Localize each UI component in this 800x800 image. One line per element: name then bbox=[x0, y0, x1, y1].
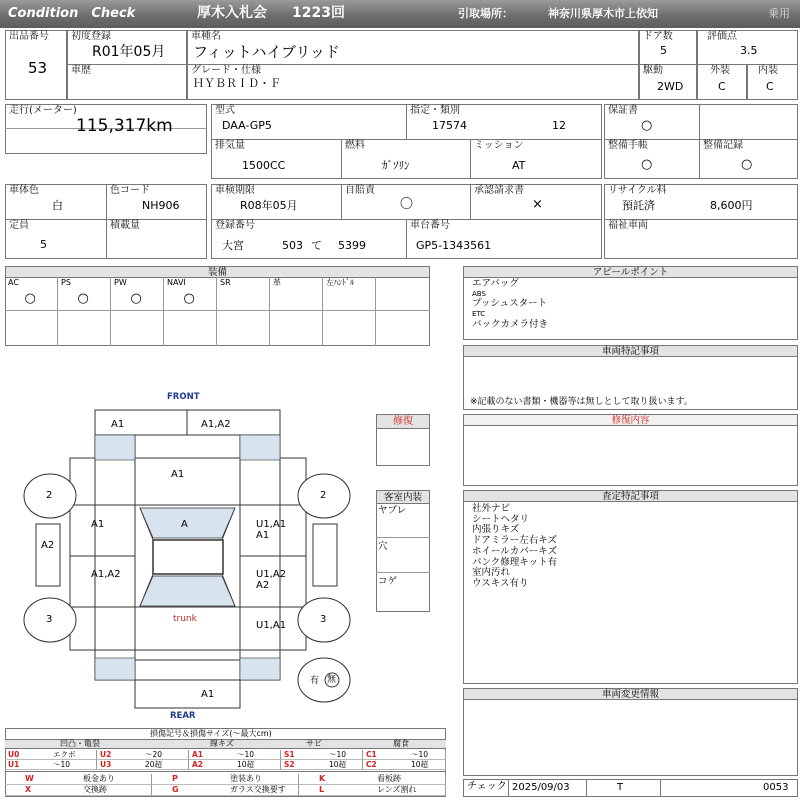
left-rear-code: A1,A2 bbox=[91, 569, 121, 580]
legend-mark-code: G bbox=[172, 785, 179, 794]
legend-code: U1 bbox=[8, 760, 20, 769]
class-value: 12 bbox=[552, 119, 566, 132]
grade-value: ＨＹＢＲＩＤ・Ｆ bbox=[193, 77, 281, 90]
sheet-number: 0053 bbox=[763, 782, 789, 793]
model-name-value: フィットハイブリッド bbox=[193, 43, 340, 61]
legend-code: A2 bbox=[192, 760, 204, 769]
approval-label: 承認請求書 bbox=[474, 185, 524, 196]
equipment-column bbox=[323, 277, 376, 346]
check-label: チェック bbox=[467, 781, 507, 792]
spare-tire bbox=[298, 658, 350, 702]
plate-class: 503 bbox=[282, 239, 303, 252]
right-rear-code: U1,A2 bbox=[256, 569, 287, 580]
assessment-line: 内張りキズ bbox=[472, 524, 520, 536]
assessment-line: ホイールカバーキズ bbox=[472, 545, 558, 557]
legend-desc: 〜10 bbox=[237, 750, 255, 759]
roof-panel bbox=[153, 540, 223, 574]
insurance-value: 〇 bbox=[400, 197, 414, 212]
color-value: 白 bbox=[52, 199, 63, 212]
int-label: 内装 bbox=[758, 65, 778, 76]
right-quarter-code: U1,A1 bbox=[256, 620, 287, 631]
bonnet-code: A1 bbox=[171, 469, 185, 480]
special-note: ※記載のない書類・機器等は無しとして取り扱います。 bbox=[470, 397, 693, 407]
pickup-place: 神奈川県厚木市上依知 bbox=[548, 7, 658, 20]
trunk-label: trunk bbox=[173, 614, 197, 624]
legend-cat: 線キズ bbox=[210, 739, 234, 748]
equipment-column bbox=[270, 277, 323, 346]
warranty-label: 保証書 bbox=[608, 105, 638, 116]
record-value: ○ bbox=[741, 157, 753, 172]
interior-item: コゲ bbox=[378, 576, 398, 587]
mileage-value: 115,317km bbox=[76, 116, 173, 136]
lot-label: 出品番号 bbox=[9, 31, 49, 42]
legend-desc: 10超 bbox=[237, 760, 255, 769]
legend-code: C2 bbox=[366, 760, 377, 769]
legend-mark-code: P bbox=[172, 774, 178, 783]
interior-item: 穴 bbox=[378, 541, 388, 552]
assessment-line: ドアミラー左右キズ bbox=[472, 535, 558, 547]
repair-content-title: 修復内容 bbox=[464, 415, 797, 426]
color-code-label: 色コード bbox=[110, 185, 150, 196]
color-label: 車体色 bbox=[9, 185, 39, 196]
manual-value: ○ bbox=[641, 157, 653, 172]
equipment-column bbox=[58, 277, 111, 346]
chassis-value: GP5-1343561 bbox=[416, 239, 492, 252]
score-label: 評価点 bbox=[707, 31, 737, 42]
mission-value: AT bbox=[512, 159, 526, 172]
vehicle-use: 乗用 bbox=[768, 7, 790, 20]
top-right-code: A1,A2 bbox=[201, 419, 231, 430]
interior-divider bbox=[376, 537, 430, 538]
equipment-value: ○ bbox=[77, 291, 89, 306]
legend-desc: 20超 bbox=[145, 760, 163, 769]
type-label: 型式 bbox=[215, 105, 235, 116]
highlight-panel bbox=[240, 658, 280, 680]
lot-number: 53 bbox=[28, 59, 48, 77]
designation-label: 指定・類別 bbox=[410, 105, 460, 116]
equipment-label: NAVI bbox=[167, 278, 186, 287]
change-box bbox=[463, 688, 798, 776]
appeal-line: バックカメラ付き bbox=[472, 319, 549, 330]
assessment-line: 社外ナビ bbox=[472, 503, 511, 514]
inspection-label: 車検期限 bbox=[215, 185, 255, 196]
equipment-column bbox=[217, 277, 270, 346]
assessment-line: 室内汚れ bbox=[472, 567, 511, 579]
recycle-label: リサイクル料 bbox=[608, 185, 667, 196]
equipment-label: SR bbox=[220, 278, 231, 287]
rear-bumper-code: A1 bbox=[201, 689, 215, 700]
legend-mark-code: X bbox=[25, 785, 32, 794]
int-value: C bbox=[766, 80, 774, 93]
displacement-value: 1500CC bbox=[242, 159, 286, 172]
legend-code: A1 bbox=[192, 750, 204, 759]
chassis-label: 車台番号 bbox=[410, 220, 450, 231]
capacity-value: 5 bbox=[40, 238, 47, 251]
equipment-column bbox=[164, 277, 217, 346]
left-mirror-panel bbox=[36, 524, 60, 586]
legend-mark-desc: 塗装あり bbox=[230, 774, 262, 783]
auction-session: 1223回 bbox=[292, 5, 345, 21]
change-title: 車両変更情報 bbox=[464, 689, 797, 700]
grade-label: グレード・仕様 bbox=[191, 65, 261, 76]
legend-desc: エクボ bbox=[53, 750, 76, 759]
equipment-label: 革 bbox=[273, 278, 281, 287]
color-code-value: NH906 bbox=[142, 199, 180, 212]
legend-desc: 〜10 bbox=[53, 760, 71, 769]
sheet-title: Condition Check bbox=[8, 6, 136, 21]
warranty-value: ○ bbox=[641, 118, 653, 133]
footer-divider bbox=[508, 779, 509, 797]
doors-label: ドア数 bbox=[643, 31, 673, 42]
assessment-line: パンク修理キット有 bbox=[472, 556, 558, 568]
approval-value: × bbox=[532, 197, 543, 212]
left-front-code: A1 bbox=[91, 519, 105, 530]
roof-code: A bbox=[181, 519, 188, 530]
damage-diagram bbox=[0, 380, 370, 725]
legend-desc: 〜20 bbox=[145, 750, 163, 759]
interior-divider bbox=[376, 572, 430, 573]
legend-mark-desc: 看板跡 bbox=[377, 774, 401, 783]
legend-code: U0 bbox=[8, 750, 20, 759]
fuel-value: ｶﾞｿﾘﾝ bbox=[382, 159, 410, 172]
rear-label: REAR bbox=[170, 711, 196, 721]
highlight-panel bbox=[240, 435, 280, 460]
mileage-label: 走行(メーター) bbox=[9, 105, 77, 116]
legend-mark-code: W bbox=[25, 774, 34, 783]
footer-divider bbox=[660, 779, 661, 797]
plate-label: 登録番号 bbox=[215, 220, 255, 231]
legend-mark-code: K bbox=[319, 774, 326, 783]
legend-desc: 〜10 bbox=[411, 750, 429, 759]
legend-code: U3 bbox=[100, 760, 112, 769]
wheel-fl-code: 2 bbox=[46, 490, 53, 501]
equipment-label: AC bbox=[8, 278, 19, 287]
equipment-label: PW bbox=[114, 278, 127, 287]
footer-divider bbox=[586, 779, 587, 797]
top-left-code: A1 bbox=[111, 419, 125, 430]
legend-divider bbox=[5, 771, 446, 772]
special-title: 車両特記事項 bbox=[464, 346, 797, 357]
right-front-code-2: A1 bbox=[256, 530, 270, 541]
assessment-lines bbox=[472, 504, 557, 590]
first-reg-value: R01年05月 bbox=[92, 44, 166, 60]
legend-mark-desc: 板金あり bbox=[83, 774, 115, 783]
manual-label: 整備手帳 bbox=[608, 140, 648, 151]
equipment-column bbox=[5, 277, 58, 346]
repair-title: 修復 bbox=[377, 415, 429, 429]
equipment-value: ○ bbox=[130, 291, 142, 306]
right-mirror-panel bbox=[313, 524, 337, 586]
legend-cat: サビ bbox=[306, 739, 322, 748]
first-reg-label: 初度登録 bbox=[71, 31, 111, 42]
pickup-label: 引取場所： bbox=[458, 7, 513, 20]
interior-item: ヤブレ bbox=[378, 505, 407, 516]
right-rear-code-2: A2 bbox=[256, 580, 270, 591]
capacity-label: 定員 bbox=[9, 220, 29, 231]
legend-title: 損傷記号＆損傷サイズ(〜最大cm) bbox=[150, 729, 272, 738]
displacement-label: 排気量 bbox=[215, 140, 245, 151]
legend-mark-code: L bbox=[319, 785, 325, 794]
wheel-rr-code: 3 bbox=[320, 614, 327, 625]
legend-code: S1 bbox=[284, 750, 295, 759]
ext-label: 外装 bbox=[710, 65, 730, 76]
legend-desc: 〜10 bbox=[329, 750, 347, 759]
fuel-label: 燃料 bbox=[345, 140, 365, 151]
equipment-value: ○ bbox=[183, 291, 195, 306]
welfare-label: 福祉車両 bbox=[608, 220, 648, 231]
wheel-fr-code: 2 bbox=[320, 490, 327, 501]
legend-desc: 10超 bbox=[411, 760, 429, 769]
legend-code: C1 bbox=[366, 750, 377, 759]
appeal-line: ABS bbox=[472, 290, 486, 298]
equipment-title: 装備 bbox=[6, 267, 429, 278]
ext-value: C bbox=[718, 80, 726, 93]
assessment-title: 査定特記事項 bbox=[464, 491, 797, 502]
appeal-line: プッシュスタート bbox=[472, 298, 548, 309]
model-name-label: 車種名 bbox=[191, 31, 221, 42]
appeal-line: ETC bbox=[472, 310, 486, 318]
right-front-code: U1,A1 bbox=[256, 519, 287, 530]
recycle-status: 預託済 bbox=[622, 199, 655, 212]
legend-cat: 凹凸・亀裂 bbox=[60, 739, 100, 748]
interior-title: 客室内装 bbox=[377, 491, 429, 504]
appeal-title: アピールポイント bbox=[464, 267, 797, 278]
history-label: 車歴 bbox=[71, 65, 91, 76]
wheel-rl-code: 3 bbox=[46, 614, 53, 625]
legend-code: S2 bbox=[284, 760, 295, 769]
inspection-value: R08年05月 bbox=[240, 199, 298, 212]
legend-code: U2 bbox=[100, 750, 112, 759]
score-value: 3.5 bbox=[740, 44, 758, 57]
assessment-line: シートヘタリ bbox=[472, 513, 530, 525]
plate-number: 5399 bbox=[338, 239, 366, 252]
highlight-panel bbox=[95, 435, 135, 460]
highlight-panel bbox=[95, 658, 135, 680]
drive-value: 2WD bbox=[657, 80, 684, 93]
inspector: T bbox=[617, 782, 624, 793]
doors-value: 5 bbox=[660, 44, 667, 57]
rear-window bbox=[140, 576, 235, 606]
designation-value: 17574 bbox=[432, 119, 467, 132]
front-label: FRONT bbox=[167, 392, 200, 402]
recycle-amount: 8,600円 bbox=[710, 199, 753, 212]
warranty-blank-box bbox=[699, 104, 798, 140]
left-side-code: A2 bbox=[41, 540, 55, 551]
appeal-line: エアバッグ bbox=[472, 278, 519, 289]
type-value: DAA-GP5 bbox=[222, 119, 272, 132]
legend-cat: 腐食 bbox=[393, 739, 409, 748]
legend-desc: 10超 bbox=[329, 760, 347, 769]
drive-label: 駆動 bbox=[643, 65, 663, 76]
insurance-label: 自賠責 bbox=[345, 185, 375, 196]
load-label: 積載量 bbox=[110, 220, 140, 231]
record-label: 整備記録 bbox=[703, 140, 743, 151]
equipment-column bbox=[111, 277, 164, 346]
spare-mark: 無 bbox=[327, 675, 337, 685]
legend-mark-desc: 交換跡 bbox=[83, 785, 107, 794]
plate-region: 大宮 bbox=[222, 239, 244, 252]
equipment-label: PS bbox=[61, 278, 71, 287]
check-date: 2025/09/03 bbox=[512, 782, 570, 793]
legend-mark-desc: ガラス交換要す bbox=[230, 785, 286, 794]
assessment-line: ウスキス有り bbox=[472, 577, 529, 589]
auction-name: 厚木入札会 bbox=[197, 5, 267, 21]
legend-mark-desc: レンズ割れ bbox=[377, 785, 417, 794]
plate-kana: て bbox=[311, 239, 322, 252]
equipment-label: 左ﾊﾝﾄﾞﾙ bbox=[326, 278, 354, 287]
mission-label: ミッション bbox=[474, 140, 524, 151]
spare-label: 有 bbox=[310, 676, 320, 686]
equipment-value: ○ bbox=[24, 291, 36, 306]
